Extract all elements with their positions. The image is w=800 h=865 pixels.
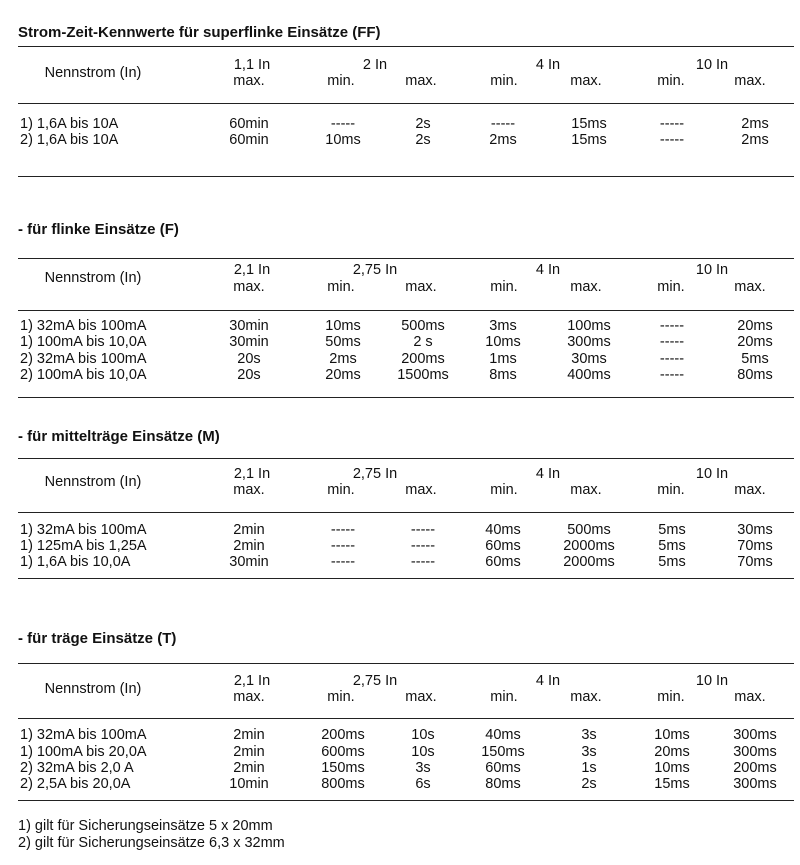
table-cell: 20ms	[737, 334, 773, 350]
min-header: min.	[657, 482, 685, 498]
table-cell: 10min	[229, 776, 269, 792]
current-multiple-header: 2,1 In	[233, 673, 271, 689]
table-cell: 600ms	[321, 744, 365, 760]
empty-value-dash: -----	[659, 132, 685, 148]
table-cell: 10ms	[485, 334, 521, 350]
row-label: 1) 1,6A bis 10A	[20, 116, 119, 132]
footnote: 1) gilt für Sicherungseinsätze 5 x 20mm	[18, 818, 273, 834]
row-label: 1) 100mA bis 20,0A	[20, 744, 147, 760]
table-cell: 10ms	[654, 760, 690, 776]
table-cell: 30ms	[737, 522, 773, 538]
table-cell: 500ms	[567, 522, 611, 538]
table-cell: 3s	[415, 760, 431, 776]
table-cell: 2ms	[741, 132, 769, 148]
current-multiple-header: 2,1 In	[233, 466, 271, 482]
empty-value-dash: -----	[330, 116, 356, 132]
table-cell: 10ms	[654, 727, 690, 743]
table-header-rule	[18, 103, 794, 104]
table-cell: 2 s	[413, 334, 433, 350]
table-cell: 2min	[233, 727, 265, 743]
table-cell: 200ms	[401, 351, 445, 367]
table-cell: 5ms	[658, 554, 686, 570]
table-cell: 2s	[415, 116, 431, 132]
table-cell: 20s	[237, 367, 261, 383]
max-header: max.	[570, 73, 602, 89]
table-cell: 500ms	[401, 318, 445, 334]
current-multiple-header: 4 In	[535, 673, 561, 689]
current-multiple-header: 4 In	[535, 57, 561, 73]
table-cell: 80ms	[737, 367, 773, 383]
table-cell: 400ms	[567, 367, 611, 383]
max-header: max.	[405, 482, 437, 498]
current-multiple-header: 2,75 In	[352, 673, 398, 689]
table-cell: 30min	[229, 554, 269, 570]
empty-value-dash: -----	[410, 522, 436, 538]
max-header: max.	[734, 73, 766, 89]
table-header-rule	[18, 310, 794, 311]
max-header: max.	[233, 689, 265, 705]
section-title: - für mittelträge Einsätze (M)	[18, 428, 220, 445]
table-cell: 10ms	[325, 132, 361, 148]
empty-value-dash: -----	[330, 538, 356, 554]
table-bottom-rule	[18, 176, 794, 177]
max-header: max.	[405, 279, 437, 295]
empty-value-dash: -----	[330, 554, 356, 570]
section-title: Strom-Zeit-Kennwerte für superflinke Einsätze (FF)	[18, 24, 381, 41]
table-cell: 5ms	[658, 522, 686, 538]
current-multiple-header: 2 In	[362, 57, 388, 73]
table-cell: 2min	[233, 538, 265, 554]
empty-value-dash: -----	[490, 116, 516, 132]
table-cell: 5ms	[741, 351, 769, 367]
max-header: max.	[233, 279, 265, 295]
empty-value-dash: -----	[659, 367, 685, 383]
column-header-nennstrom: Nennstrom (In)	[44, 681, 142, 697]
min-header: min.	[490, 73, 518, 89]
table-cell: 150ms	[321, 760, 365, 776]
table-cell: 40ms	[485, 522, 521, 538]
table-top-rule	[18, 663, 794, 664]
table-cell: 30min	[229, 334, 269, 350]
table-cell: 8ms	[489, 367, 517, 383]
table-cell: 20ms	[737, 318, 773, 334]
current-multiple-header: 4 In	[535, 466, 561, 482]
column-header-nennstrom: Nennstrom (In)	[44, 474, 142, 490]
empty-value-dash: -----	[410, 538, 436, 554]
row-label: 1) 100mA bis 10,0A	[20, 334, 147, 350]
row-label: 1) 1,6A bis 10,0A	[20, 554, 131, 570]
table-bottom-rule	[18, 578, 794, 579]
min-header: min.	[657, 73, 685, 89]
row-label: 2) 100mA bis 10,0A	[20, 367, 147, 383]
table-cell: 2s	[581, 776, 597, 792]
table-cell: 2min	[233, 760, 265, 776]
empty-value-dash: -----	[330, 522, 356, 538]
max-header: max.	[405, 73, 437, 89]
table-cell: 150ms	[481, 744, 525, 760]
table-cell: 20ms	[325, 367, 361, 383]
table-cell: 2ms	[329, 351, 357, 367]
table-cell: 2min	[233, 522, 265, 538]
empty-value-dash: -----	[659, 334, 685, 350]
row-label: 1) 32mA bis 100mA	[20, 318, 147, 334]
table-bottom-rule	[18, 397, 794, 398]
max-header: max.	[570, 482, 602, 498]
table-cell: 300ms	[567, 334, 611, 350]
table-header-rule	[18, 718, 794, 719]
min-header: min.	[327, 73, 355, 89]
table-cell: 1ms	[489, 351, 517, 367]
table-cell: 60ms	[485, 760, 521, 776]
current-multiple-header: 10 In	[695, 673, 729, 689]
table-top-rule	[18, 46, 794, 47]
max-header: max.	[734, 279, 766, 295]
table-cell: 70ms	[737, 554, 773, 570]
table-cell: 2ms	[489, 132, 517, 148]
current-multiple-header: 1,1 In	[233, 57, 271, 73]
max-header: max.	[570, 689, 602, 705]
current-multiple-header: 10 In	[695, 262, 729, 278]
max-header: max.	[734, 482, 766, 498]
min-header: min.	[327, 689, 355, 705]
current-multiple-header: 10 In	[695, 57, 729, 73]
row-label: 1) 125mA bis 1,25A	[20, 538, 147, 554]
table-cell: 3s	[581, 744, 597, 760]
row-label: 2) 32mA bis 2,0 A	[20, 760, 134, 776]
table-cell: 60min	[229, 116, 269, 132]
table-cell: 200ms	[321, 727, 365, 743]
table-cell: 200ms	[733, 760, 777, 776]
min-header: min.	[490, 689, 518, 705]
max-header: max.	[734, 689, 766, 705]
table-cell: 60min	[229, 132, 269, 148]
row-label: 1) 32mA bis 100mA	[20, 522, 147, 538]
current-multiple-header: 2,1 In	[233, 262, 271, 278]
empty-value-dash: -----	[659, 116, 685, 132]
table-cell: 10s	[411, 727, 435, 743]
row-label: 2) 32mA bis 100mA	[20, 351, 147, 367]
min-header: min.	[490, 482, 518, 498]
table-cell: 30ms	[571, 351, 607, 367]
table-cell: 15ms	[571, 132, 607, 148]
footnote: 2) gilt für Sicherungseinsätze 6,3 x 32mm	[18, 835, 285, 851]
table-cell: 2000ms	[563, 554, 615, 570]
section-title: - für flinke Einsätze (F)	[18, 221, 179, 238]
empty-value-dash: -----	[659, 318, 685, 334]
table-cell: 800ms	[321, 776, 365, 792]
table-cell: 3s	[581, 727, 597, 743]
empty-value-dash: -----	[410, 554, 436, 570]
table-bottom-rule	[18, 800, 794, 801]
table-cell: 5ms	[658, 538, 686, 554]
current-multiple-header: 10 In	[695, 466, 729, 482]
row-label: 2) 2,5A bis 20,0A	[20, 776, 131, 792]
table-cell: 1s	[581, 760, 597, 776]
table-cell: 30min	[229, 318, 269, 334]
table-cell: 20ms	[654, 744, 690, 760]
max-header: max.	[570, 279, 602, 295]
table-header-rule	[18, 512, 794, 513]
table-cell: 6s	[415, 776, 431, 792]
column-header-nennstrom: Nennstrom (In)	[44, 65, 142, 81]
table-cell: 60ms	[485, 538, 521, 554]
max-header: max.	[405, 689, 437, 705]
table-cell: 300ms	[733, 776, 777, 792]
table-cell: 60ms	[485, 554, 521, 570]
table-cell: 3ms	[489, 318, 517, 334]
column-header-nennstrom: Nennstrom (In)	[44, 270, 142, 286]
table-top-rule	[18, 258, 794, 259]
row-label: 2) 1,6A bis 10A	[20, 132, 119, 148]
table-cell: 80ms	[485, 776, 521, 792]
current-multiple-header: 4 In	[535, 262, 561, 278]
table-cell: 2min	[233, 744, 265, 760]
current-multiple-header: 2,75 In	[352, 466, 398, 482]
table-cell: 100ms	[567, 318, 611, 334]
min-header: min.	[327, 482, 355, 498]
table-cell: 2000ms	[563, 538, 615, 554]
row-label: 1) 32mA bis 100mA	[20, 727, 147, 743]
section-title: - für träge Einsätze (T)	[18, 630, 177, 647]
table-top-rule	[18, 458, 794, 459]
table-cell: 20s	[237, 351, 261, 367]
table-cell: 15ms	[654, 776, 690, 792]
min-header: min.	[490, 279, 518, 295]
min-header: min.	[657, 279, 685, 295]
table-cell: 1500ms	[397, 367, 449, 383]
empty-value-dash: -----	[659, 351, 685, 367]
table-cell: 300ms	[733, 727, 777, 743]
min-header: min.	[657, 689, 685, 705]
current-multiple-header: 2,75 In	[352, 262, 398, 278]
table-cell: 50ms	[325, 334, 361, 350]
table-cell: 10ms	[325, 318, 361, 334]
max-header: max.	[233, 73, 265, 89]
table-cell: 15ms	[571, 116, 607, 132]
table-cell: 40ms	[485, 727, 521, 743]
table-cell: 10s	[411, 744, 435, 760]
min-header: min.	[327, 279, 355, 295]
table-cell: 2ms	[741, 116, 769, 132]
table-cell: 300ms	[733, 744, 777, 760]
max-header: max.	[233, 482, 265, 498]
table-cell: 70ms	[737, 538, 773, 554]
table-cell: 2s	[415, 132, 431, 148]
